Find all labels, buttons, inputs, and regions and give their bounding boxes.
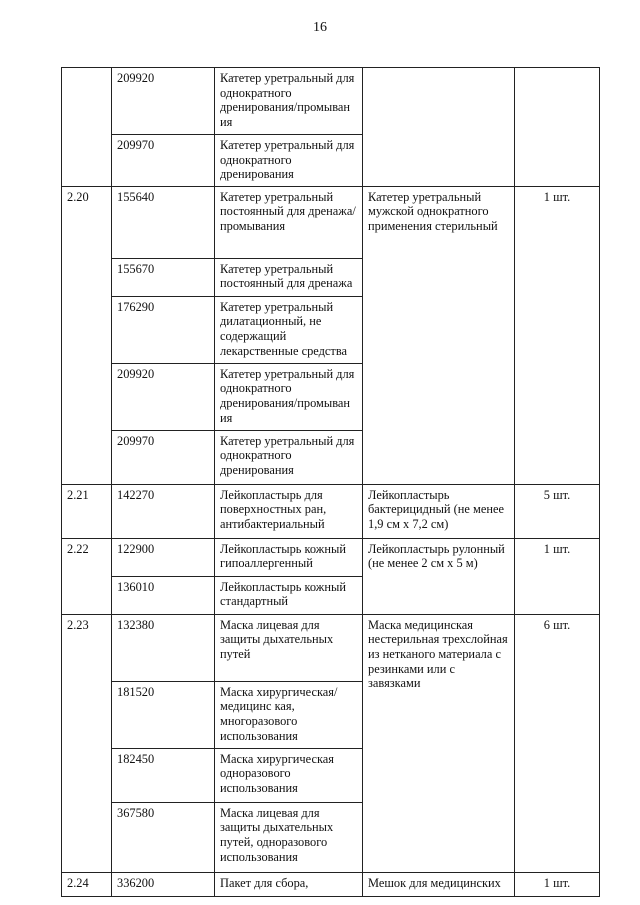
code-cell: 209920 — [112, 363, 215, 430]
table-row — [62, 186, 600, 258]
code-cell: 336200 — [112, 872, 215, 896]
code-cell: 367580 — [112, 802, 215, 872]
item-number-cell: 2.20 — [62, 186, 112, 484]
name-cell: Лейкопластырь кожный стандартный — [215, 576, 363, 614]
name-cell: Маска хирургическая одноразового использования — [215, 748, 363, 802]
name-cell: Катетер уретральный для однократного дренирования/промыван ия — [215, 68, 363, 135]
code-cell: 122900 — [112, 538, 215, 576]
table-row — [62, 614, 600, 681]
name-cell: Маска лицевая для защиты дыхательных путей, одноразового использования — [215, 802, 363, 872]
code-cell: 155670 — [112, 258, 215, 296]
description-cell: Катетер уретральный мужской однократного применения стерильный — [363, 186, 515, 484]
code-cell: 136010 — [112, 576, 215, 614]
code-cell: 182450 — [112, 748, 215, 802]
page-number: 16 — [313, 20, 327, 35]
name-cell: Катетер уретральный для однократного дренирования — [215, 430, 363, 484]
description-cell: Маска медицинская нестерильная трехслойная из нетканого материала с резинками или с завязками — [363, 614, 515, 872]
code-cell: 176290 — [112, 296, 215, 363]
quantity-cell: 1 шт. — [515, 186, 600, 484]
item-number-cell: 2.24 — [62, 872, 112, 896]
code-cell: 132380 — [112, 614, 215, 681]
code-cell: 155640 — [112, 186, 215, 258]
description-cell: Мешок для медицинских — [363, 872, 515, 896]
quantity-cell: 5 шт. — [515, 484, 600, 538]
name-cell: Лейкопластырь для поверхностных ран, антибактериальный — [215, 484, 363, 538]
code-cell: 209920 — [112, 68, 215, 135]
quantity-cell: 1 шт. — [515, 872, 600, 896]
code-cell: 209970 — [112, 135, 215, 187]
item-number-cell: 2.22 — [62, 538, 112, 614]
quantity-cell: 1 шт. — [515, 538, 600, 614]
description-cell: Лейкопластырь бактерицидный (не менее 1,9 см х 7,2 см) — [363, 484, 515, 538]
quantity-cell: 6 шт. — [515, 614, 600, 872]
name-cell: Маска лицевая для защиты дыхательных путей — [215, 614, 363, 681]
name-cell: Катетер уретральный дилатационный, не содержащий лекарственные средства — [215, 296, 363, 363]
name-cell: Лейкопластырь кожный гипоаллергенный — [215, 538, 363, 576]
name-cell: Маска хирургическая/медицинс кая, многоразового использования — [215, 681, 363, 748]
table-row — [62, 484, 600, 538]
name-cell: Катетер уретральный для однократного дренирования — [215, 135, 363, 187]
code-cell: 181520 — [112, 681, 215, 748]
quantity-cell — [515, 68, 600, 187]
code-cell: 142270 — [112, 484, 215, 538]
name-cell: Пакет для сбора, — [215, 872, 363, 896]
table-row — [62, 538, 600, 576]
description-cell: Лейкопластырь рулонный (не менее 2 см х 5 м) — [363, 538, 515, 614]
name-cell: Катетер уретральный постоянный для дренажа — [215, 258, 363, 296]
name-cell: Катетер уретральный для однократного дренирования/промыван ия — [215, 363, 363, 430]
table-row — [62, 68, 600, 135]
item-number-cell — [62, 68, 112, 187]
item-number-cell: 2.21 — [62, 484, 112, 538]
code-cell: 209970 — [112, 430, 215, 484]
item-number-cell: 2.23 — [62, 614, 112, 872]
description-cell — [363, 68, 515, 187]
items-table — [61, 67, 600, 897]
table-row — [62, 872, 600, 896]
name-cell: Катетер уретральный постоянный для дренажа/промывания — [215, 186, 363, 258]
